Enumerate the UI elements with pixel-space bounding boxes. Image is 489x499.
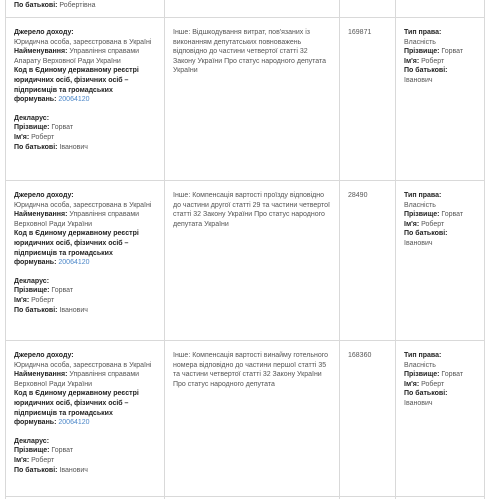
income-amount: 169871 bbox=[348, 29, 372, 36]
income-description-cell bbox=[165, 0, 340, 17]
first-name-value: Роберт bbox=[421, 220, 445, 228]
patronymic-value: Робертівна bbox=[59, 2, 96, 9]
declarant-label: Декларус: bbox=[14, 114, 50, 122]
surname-value: Горват bbox=[51, 447, 74, 455]
first-name-value: Роберт bbox=[31, 456, 55, 464]
registry-code-value: 20064120 bbox=[58, 419, 90, 427]
surname-label: Прізвище: bbox=[404, 211, 440, 219]
right-type-cell bbox=[396, 181, 486, 340]
name-label: Найменування: bbox=[14, 371, 68, 379]
income-description-cell bbox=[165, 341, 340, 496]
income-source-label: Джерело доходу: bbox=[14, 352, 74, 359]
right-type-cell bbox=[396, 341, 486, 496]
patronymic-value: Іванович bbox=[404, 76, 433, 84]
patronymic-label: По батькові: bbox=[14, 306, 58, 314]
registry-code-label: Код в Єдиному державному реєстрі юридичних осіб, фізичних осіб – підприємців та громадських формувань: bbox=[14, 67, 139, 104]
right-type-label: Тип права: bbox=[404, 352, 442, 359]
surname-value: Горват bbox=[441, 211, 464, 219]
patronymic-label: По батькові: bbox=[404, 390, 448, 398]
table-row bbox=[6, 181, 484, 341]
surname-value: Горват bbox=[51, 287, 74, 295]
income-description-cell bbox=[165, 18, 340, 180]
income-source-cell bbox=[6, 0, 165, 17]
first-name-label: Ім'я: bbox=[404, 220, 420, 228]
organization-name: Управління справами Верховної Ради України bbox=[14, 371, 140, 388]
patronymic-value: Іванович bbox=[59, 466, 88, 474]
declarant-label: Декларус: bbox=[14, 437, 50, 445]
income-source-cell bbox=[6, 341, 165, 496]
table-row bbox=[6, 18, 484, 181]
surname-value: Горват bbox=[51, 124, 74, 132]
patronymic-label: По батькові: bbox=[14, 2, 58, 9]
income-amount-cell bbox=[340, 341, 396, 496]
income-description: Інше: Компенсація вартості винайму готельного номера відповідно до частини першої статті 35 та частини четвертої статті 32 Закону України Про статус народного депутата bbox=[173, 352, 329, 388]
income-source-type: Юридична особа, зареєстрована в Україні bbox=[14, 201, 152, 209]
first-name-label: Ім'я: bbox=[14, 296, 30, 304]
right-type-value: Власність bbox=[404, 361, 436, 369]
first-name-label: Ім'я: bbox=[404, 380, 420, 388]
income-source-type: Юридична особа, зареєстрована в Україні bbox=[14, 38, 152, 46]
patronymic-value: Іванович bbox=[59, 306, 88, 314]
income-source-label: Джерело доходу: bbox=[14, 192, 74, 199]
income-source-cell bbox=[6, 18, 165, 180]
income-source-label: Джерело доходу: bbox=[14, 29, 74, 36]
name-label: Найменування: bbox=[14, 211, 68, 219]
patronymic-value: Іванович bbox=[59, 143, 88, 151]
income-table bbox=[5, 0, 485, 499]
patronymic-value: Іванович bbox=[404, 399, 433, 407]
first-name-label: Ім'я: bbox=[14, 133, 30, 141]
registry-code-label: Код в Єдиному державному реєстрі юридичних осіб, фізичних осіб – підприємців та громадських формувань: bbox=[14, 390, 139, 427]
registry-code-value: 20064120 bbox=[58, 259, 90, 267]
income-source-cell bbox=[6, 181, 165, 340]
surname-value: Горват bbox=[441, 371, 464, 379]
declarant-label: Декларус: bbox=[14, 277, 50, 285]
surname-value: Горват bbox=[441, 48, 464, 56]
patronymic-value: Іванович bbox=[404, 239, 433, 247]
right-type-cell bbox=[396, 18, 486, 180]
income-description-cell bbox=[165, 181, 340, 340]
table-row bbox=[6, 0, 484, 18]
first-name-label: Ім'я: bbox=[14, 456, 30, 464]
registry-code-value: 20064120 bbox=[58, 96, 90, 104]
right-type-cell bbox=[396, 0, 486, 17]
name-label: Найменування: bbox=[14, 48, 68, 56]
income-amount-cell bbox=[340, 0, 396, 17]
surname-label: Прізвище: bbox=[14, 447, 50, 455]
organization-name: Управління справами Верховної Ради України bbox=[14, 211, 140, 228]
income-source-type: Юридична особа, зареєстрована в Україні bbox=[14, 361, 152, 369]
patronymic-label: По батькові: bbox=[404, 230, 448, 238]
right-type-label: Тип права: bbox=[404, 29, 442, 36]
patronymic-label: По батькові: bbox=[14, 143, 58, 151]
surname-label: Прізвище: bbox=[404, 371, 440, 379]
first-name-value: Роберт bbox=[421, 57, 445, 65]
first-name-label: Ім'я: bbox=[404, 57, 420, 65]
right-type-value: Власність bbox=[404, 201, 436, 209]
table-row bbox=[6, 341, 484, 497]
first-name-value: Роберт bbox=[31, 296, 55, 304]
right-type-value: Власність bbox=[404, 38, 436, 46]
patronymic-label: По батькові: bbox=[404, 67, 448, 75]
income-amount-cell bbox=[340, 18, 396, 180]
first-name-value: Роберт bbox=[421, 380, 445, 388]
surname-label: Прізвище: bbox=[404, 48, 440, 56]
income-amount-cell bbox=[340, 181, 396, 340]
surname-label: Прізвище: bbox=[14, 287, 50, 295]
income-description: Інше: Відшкодування витрат, пов'язаних із виконанням депутатських повноважень відповідно до частини четвертої статті 32 Закону України Про статус народного депутата України bbox=[173, 29, 327, 75]
income-amount: 168360 bbox=[348, 352, 372, 359]
surname-label: Прізвище: bbox=[14, 124, 50, 132]
income-amount: 28490 bbox=[348, 192, 368, 199]
income-description: Інше: Компенсація вартості проїзду відповідно до частини другої статті 29 та частини четвертої статті 32 Закону України Про статус народного депутата України bbox=[173, 192, 330, 228]
registry-code-label: Код в Єдиному державному реєстрі юридичних осіб, фізичних осіб – підприємців та громадських формувань: bbox=[14, 230, 139, 267]
first-name-value: Роберт bbox=[31, 133, 55, 141]
patronymic-label: По батькові: bbox=[14, 466, 58, 474]
right-type-label: Тип права: bbox=[404, 192, 442, 199]
organization-name: Управління справами Апарату Верховної Ради України bbox=[14, 48, 140, 65]
